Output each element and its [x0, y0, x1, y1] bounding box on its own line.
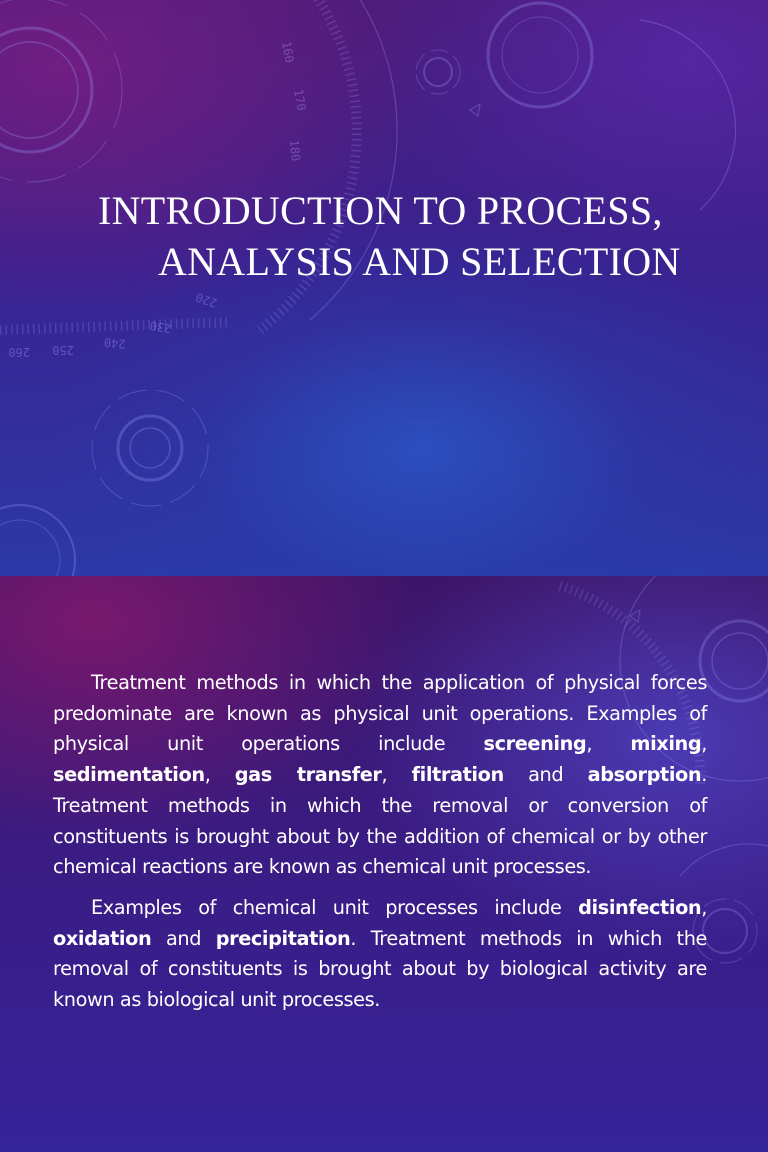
bold-term: oxidation [53, 926, 152, 950]
bold-term: disinfection [578, 895, 702, 919]
slide-title [98, 185, 738, 287]
bold-term: precipitation [215, 926, 351, 950]
dial-label: 250 [52, 343, 74, 357]
paragraph-chemical-unit-processes: Examples of chemical unit processes include disinfection, oxidation and precipitation. Treatment methods in which the removal of constituents is brought about by biological activity are known as biological unit processes. [53, 895, 707, 1012]
bold-term: screening [483, 732, 587, 756]
dial-label: 180 [287, 139, 303, 162]
dial-label: 230 [148, 318, 173, 336]
bold-term: absorption [587, 763, 702, 787]
paragraph-physical-unit-operations: Treatment methods in which the application of physical forces predominate are known as physical unit operations. Examples of physical unit operations include screening, mixing, sedimentation, gas transfer, filtration and absorption. Treatment methods in which the removal or conversion of constituents is brought about by the addition of chemical or by other chemical reactions are known as chemical unit processes. [53, 671, 707, 879]
dial-label: 170 [291, 88, 309, 112]
dial-label: 260 [8, 345, 30, 359]
ring-graphic [118, 416, 182, 480]
content-slide [0, 576, 768, 1152]
dial-label: 160 [279, 40, 297, 64]
dial-label: 240 [103, 335, 127, 351]
body-text [53, 668, 707, 1016]
bold-term: filtration [411, 763, 504, 787]
title-line-1: INTRODUCTION TO PROCESS, [98, 188, 663, 233]
title-line-2: ANALYSIS AND SELECTION [158, 239, 681, 284]
bold-term: gas transfer [234, 763, 382, 787]
ring-graphic [488, 3, 592, 107]
dial-label: 220 [193, 289, 220, 311]
bold-term: mixing [630, 732, 702, 756]
bold-term: sedimentation [53, 763, 205, 787]
